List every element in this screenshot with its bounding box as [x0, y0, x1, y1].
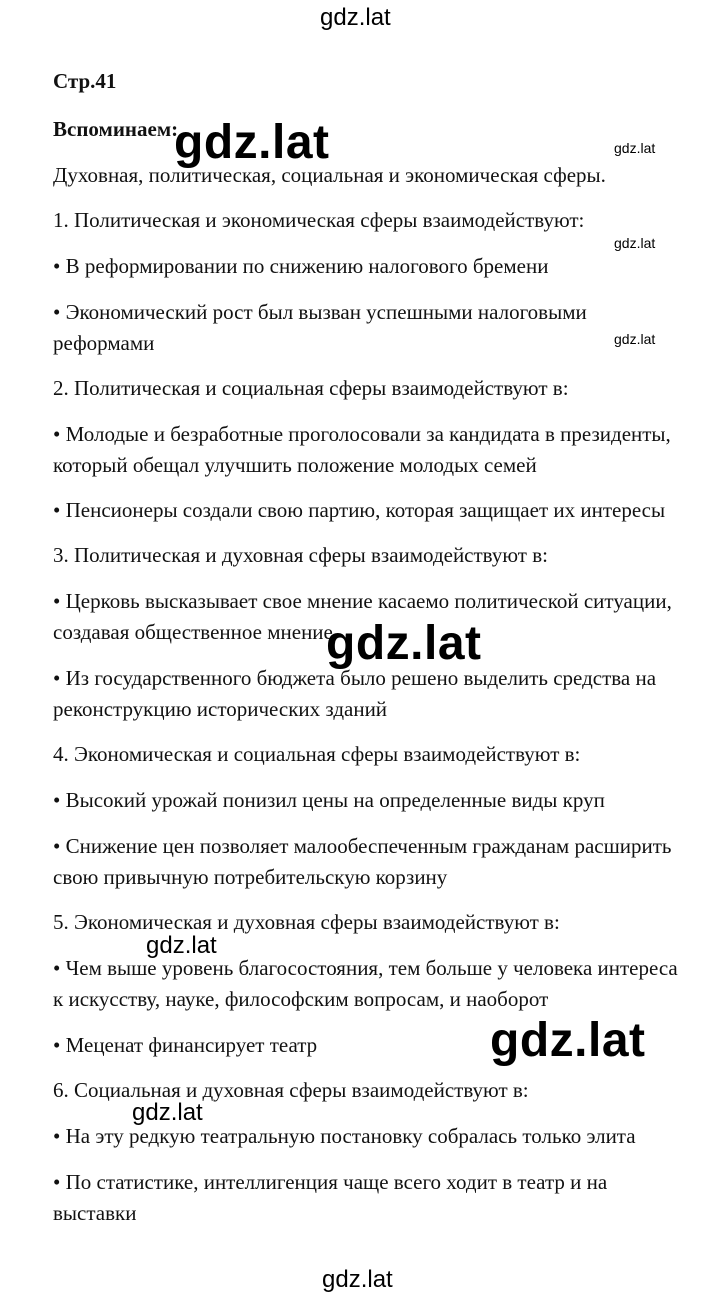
- bullet-line: • На эту редкую театральную постановку собралась только элита: [53, 1124, 636, 1148]
- section-title-2: 2. Политическая и социальная сферы взаимодействуют в:: [53, 376, 569, 400]
- watermark-large: gdz.lat: [174, 116, 330, 169]
- watermark-bottom: gdz.lat: [322, 1266, 393, 1293]
- bullet-line: • В реформировании по снижению налогового бремени: [53, 254, 549, 278]
- bullet-line: • Экономический рост был вызван успешными налоговыми: [53, 300, 587, 324]
- bullet-line: • Снижение цен позволяет малообеспеченным гражданам расширить: [53, 834, 672, 858]
- watermark-small: gdz.lat: [614, 331, 656, 347]
- bullet-line: • Молодые и безработные проголосовали за кандидата в президенты,: [53, 422, 671, 446]
- intro-text: Духовная, политическая, социальная и экономическая сферы.: [53, 163, 606, 187]
- bullet-line: • Из государственного бюджета было решено выделить средства на: [53, 666, 657, 690]
- watermark-medium: gdz.lat: [146, 932, 217, 959]
- watermark-large: gdz.lat: [490, 1014, 646, 1067]
- section-title-5: 5. Экономическая и духовная сферы взаимодействуют в:: [53, 910, 560, 934]
- bullet-line: • Чем выше уровень благосостояния, тем больше у человека интереса: [53, 956, 678, 980]
- bullet-line: • Церковь высказывает свое мнение касаемо политической ситуации,: [53, 589, 672, 613]
- bullet-line-cont: создавая общественное мнение: [53, 620, 333, 644]
- bullet-line-cont: реформами: [53, 331, 155, 355]
- watermark-large: gdz.lat: [326, 617, 482, 670]
- heading: Вспоминаем:: [53, 117, 179, 141]
- bullet-line: • Меценат финансирует театр: [53, 1033, 318, 1057]
- watermark-small: gdz.lat: [614, 235, 656, 251]
- watermark-top: gdz.lat: [320, 4, 391, 31]
- bullet-line-cont: к искусству, науке, философским вопросам, и наоборот: [53, 987, 549, 1011]
- bullet-line: • Пенсионеры создали свою партию, которая защищает их интересы: [53, 498, 666, 522]
- section-title-4: 4. Экономическая и социальная сферы взаимодействуют в:: [53, 742, 581, 766]
- bullet-line-cont: реконструкцию исторических зданий: [53, 697, 388, 721]
- page-label: Стр.41: [53, 69, 117, 93]
- bullet-line-cont: который обещал улучшить положение молодых семей: [53, 453, 537, 477]
- bullet-line: • По статистике, интеллигенция чаще всего ходит в театр и на: [53, 1170, 608, 1194]
- bullet-line-cont: свою привычную потребительскую корзину: [53, 865, 448, 889]
- bullet-line: • Высокий урожай понизил цены на определенные виды круп: [53, 788, 605, 812]
- bullet-line-cont: выставки: [53, 1201, 137, 1225]
- section-title-1: 1. Политическая и экономическая сферы взаимодействуют:: [53, 208, 585, 232]
- watermark-small: gdz.lat: [614, 140, 656, 156]
- section-title-6: 6. Социальная и духовная сферы взаимодействуют в:: [53, 1078, 529, 1102]
- section-title-3: 3. Политическая и духовная сферы взаимодействуют в:: [53, 543, 548, 567]
- watermark-medium: gdz.lat: [132, 1099, 203, 1126]
